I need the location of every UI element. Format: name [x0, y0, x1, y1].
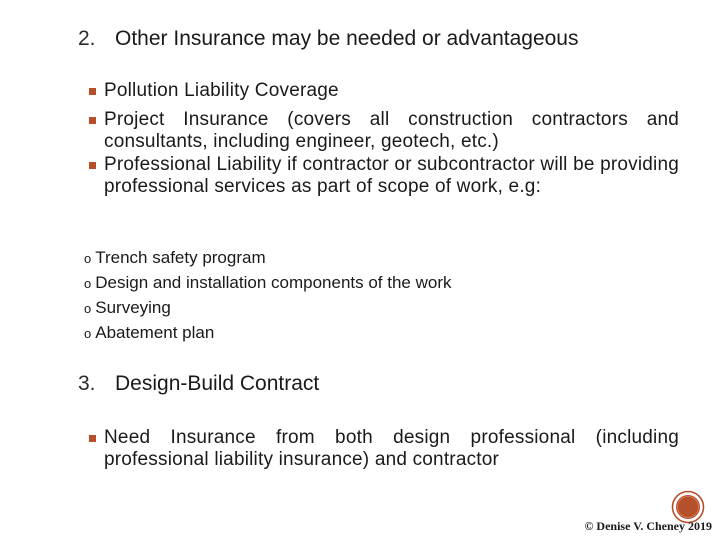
sub-item-text: Design and installation components of the work	[95, 273, 452, 292]
section-number: 3.	[78, 372, 96, 395]
section-title: Other Insurance may be needed or advantageous	[115, 27, 579, 50]
square-bullet-icon	[89, 162, 96, 169]
bullet-item	[89, 154, 679, 198]
square-bullet-icon	[89, 88, 96, 95]
section-title: Design-Build Contract	[115, 372, 320, 395]
bullet-item	[89, 427, 679, 471]
sub-item-text: Trench safety program	[95, 248, 266, 267]
bullet-text: Project Insurance (covers all construction contractors and consultants, including engineer, geotech, etc.)	[104, 109, 679, 152]
section-number: 2.	[78, 27, 96, 50]
bullet-item	[89, 80, 679, 102]
square-bullet-icon	[89, 117, 96, 124]
section-heading-3	[78, 372, 319, 396]
circle-bullet-icon: o	[84, 301, 92, 316]
circle-bullet-icon: o	[84, 326, 92, 341]
copyright-notice: © Denise V. Cheney 2019	[584, 519, 712, 533]
circle-bullet-icon: o	[84, 276, 92, 291]
sub-list-item	[84, 323, 214, 344]
bullet-item	[89, 109, 679, 153]
sub-list-item	[84, 248, 266, 269]
sub-item-text: Abatement plan	[95, 323, 215, 342]
section-heading-2	[78, 27, 578, 51]
square-bullet-icon	[89, 435, 96, 442]
bullet-text: Professional Liability if contractor or subcontractor will be providing professional services as part of scope of work, e.g:	[104, 154, 679, 197]
bullet-text: Need Insurance from both design professional (including professional liability insurance) and contractor	[104, 427, 679, 470]
sub-list-item	[84, 298, 171, 319]
bullet-text: Pollution Liability Coverage	[104, 80, 339, 101]
sub-item-text: Surveying	[95, 298, 171, 317]
circle-bullet-icon: o	[84, 251, 92, 266]
sub-list-item	[84, 273, 452, 294]
